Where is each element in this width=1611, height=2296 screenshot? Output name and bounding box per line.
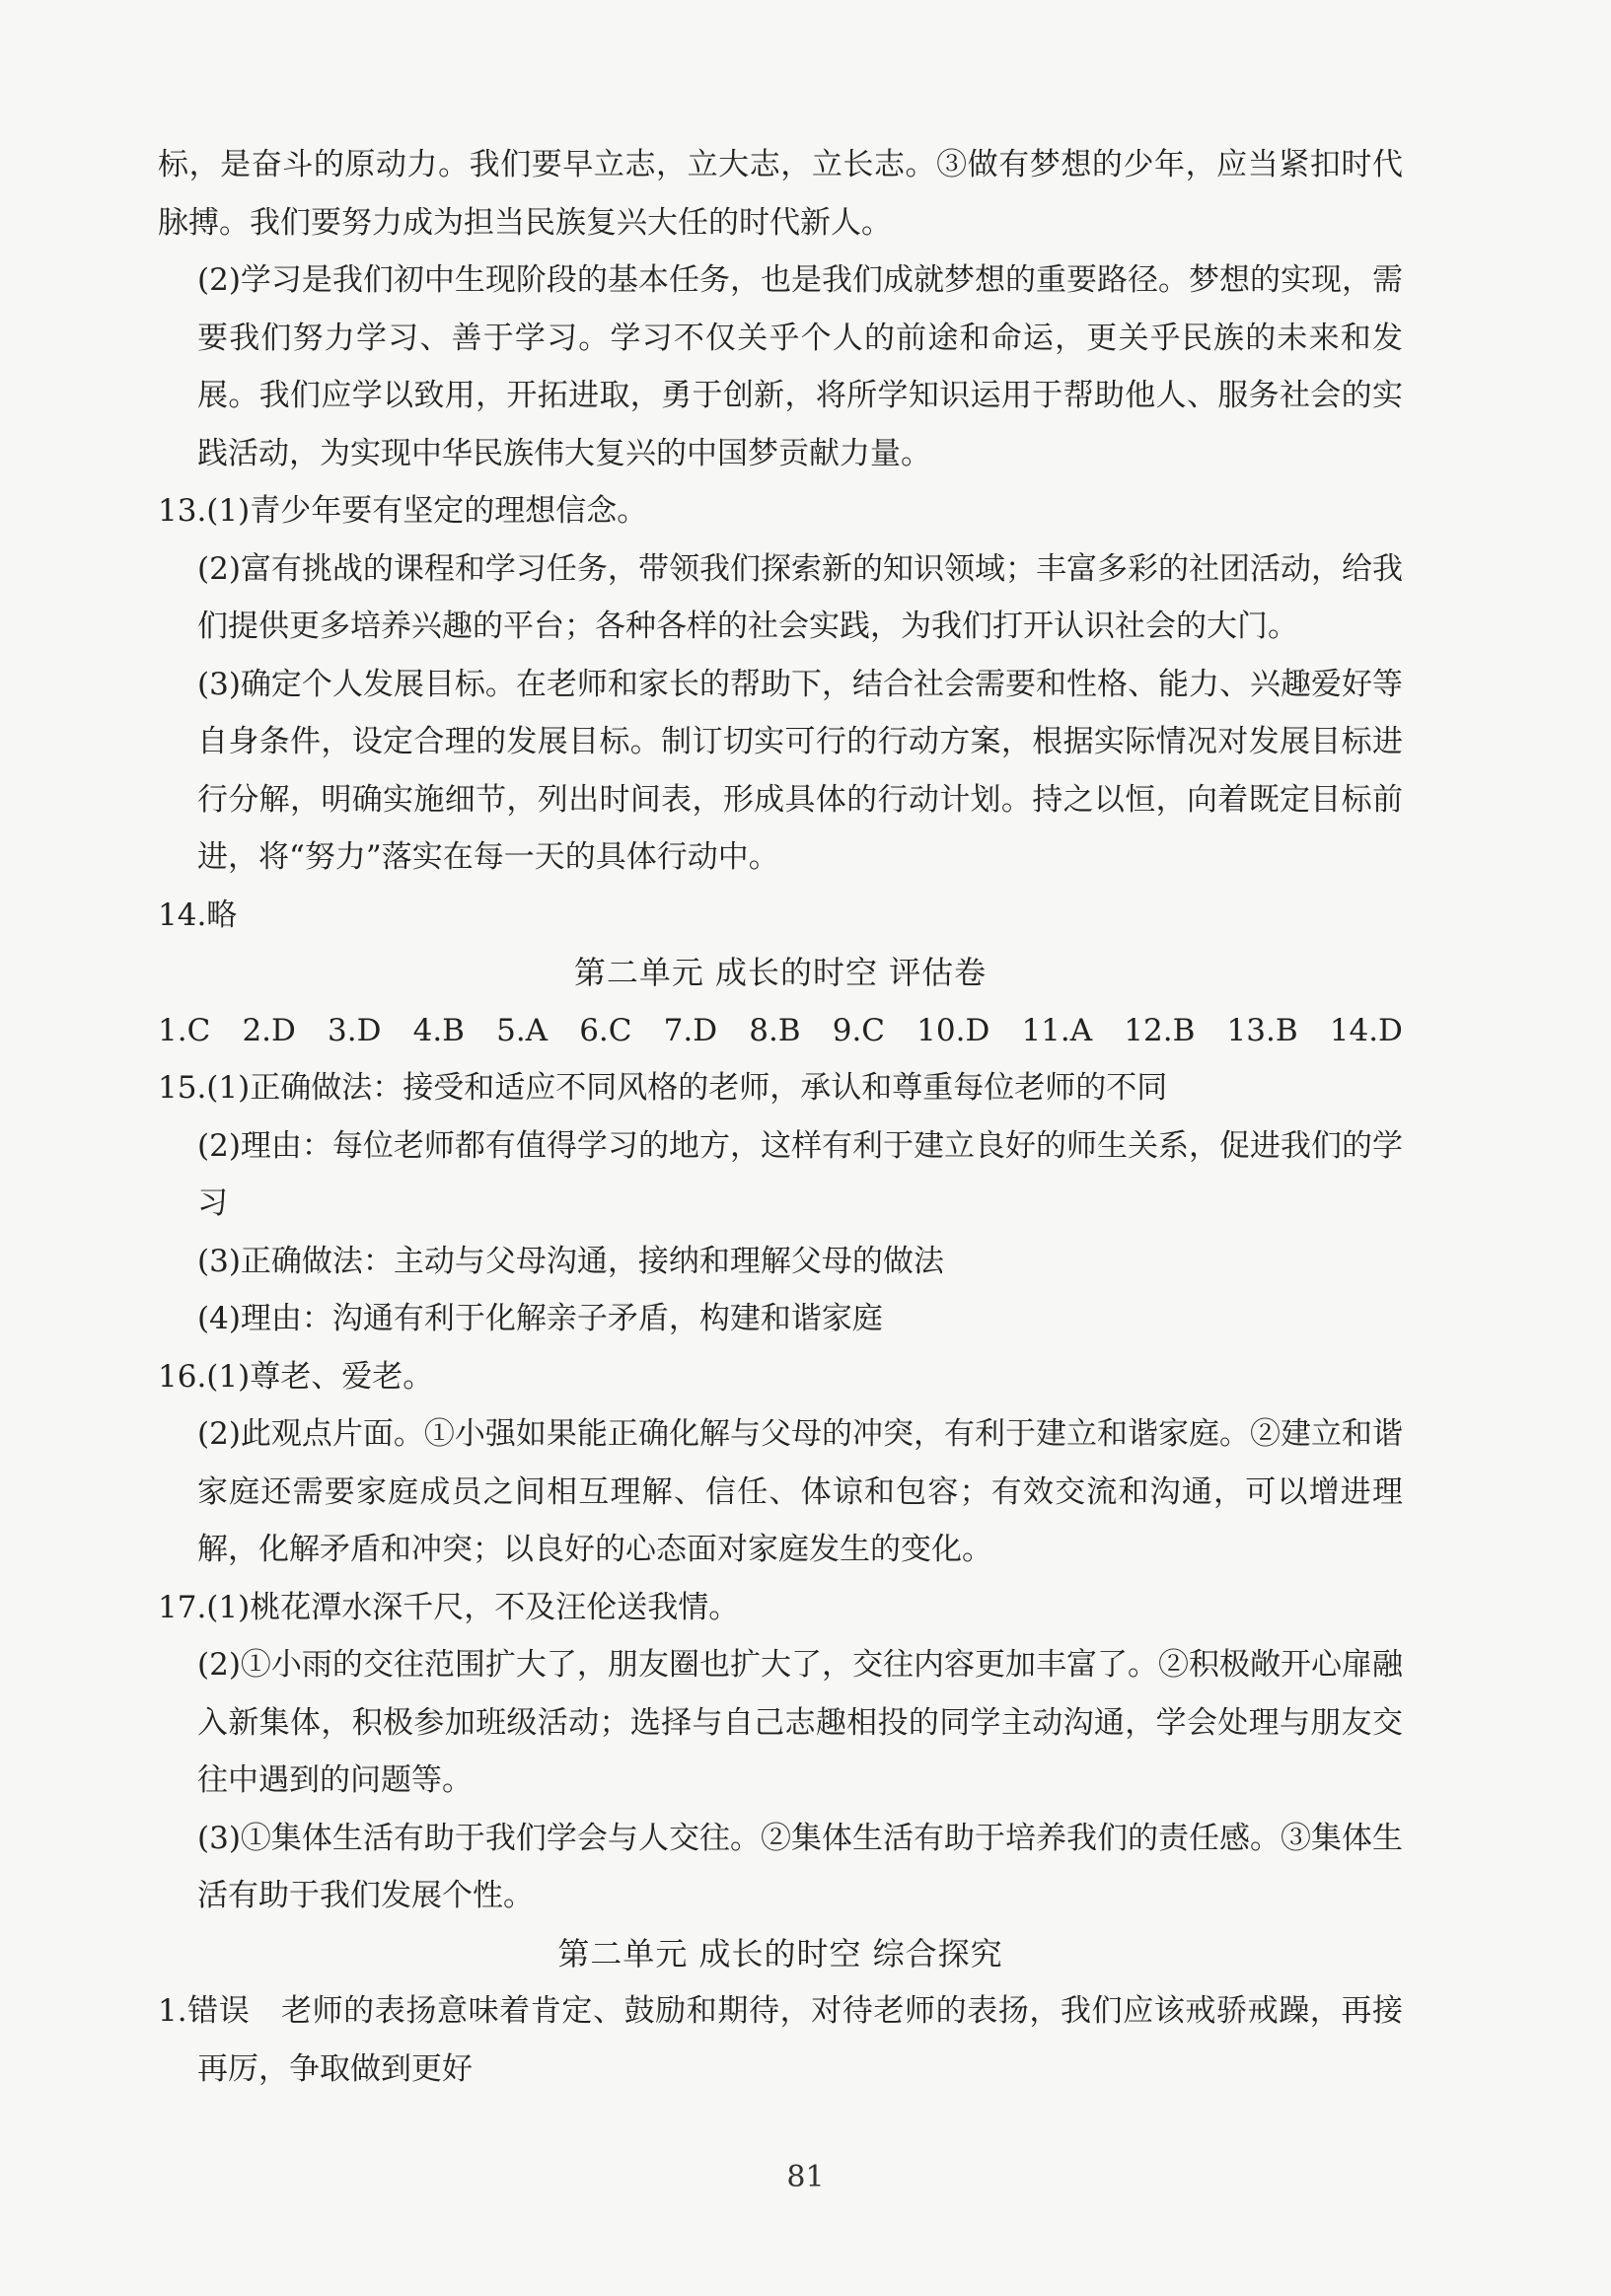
answer-para: (2)①小雨的交往范围扩大了，朋友圈也扩大了，交往内容更加丰富了。②积极敞开心扉融入新集体，积极参加班级活动；选择与自己志趣相投的同学主动沟通，学会处理与朋友交往中遇到的问题等。 xyxy=(197,1647,1403,1798)
answer-para: (3)确定个人发展目标。在老师和家长的帮助下，结合社会需要和性格、能力、兴趣爱好等自身条件，设定合理的发展目标。制订切实可行的行动方案，根据实际情况对发展目标进行分解，明确实施细节，列出时间表，形成具体的行动计划。持之以恒，向着既定目标前进，将“努力”落实在每一天的具体行动中。 xyxy=(197,666,1403,875)
answer-para: (2)理由：每位老师都有值得学习的地方，这样有利于建立良好的师生关系，促进我们的学习 xyxy=(197,1127,1403,1221)
page-content xyxy=(158,136,1403,2098)
answer-para: 标，是奋斗的原动力。我们要早立志，立大志，立长志。③做有梦想的少年，应当紧扣时代脉搏。我们要努力成为担当民族复兴大任的时代新人。 xyxy=(158,147,1403,241)
mc-answer: 11.A xyxy=(1021,1012,1093,1048)
section-heading: 第二单元 成长的时空 综合探究 xyxy=(557,1934,1003,1973)
answer-para: (2)此观点片面。①小强如果能正确化解与父母的冲突，有利于建立和谐家庭。②建立和谐家庭还需要家庭成员之间相互理解、信任、体谅和包容；有效交流和沟通，可以增进理解，化解矛盾和冲突；以良好的心态面对家庭发生的变化。 xyxy=(197,1416,1403,1567)
mc-answer: 3.D xyxy=(328,1012,382,1048)
mc-answer: 9.C xyxy=(832,1012,886,1048)
mc-answer: 4.B xyxy=(412,1012,465,1048)
answer-item: 13.(1)青少年要有坚定的理想信念。 xyxy=(158,493,648,529)
mc-answer: 10.D xyxy=(916,1012,990,1048)
answer-para: (4)理由：沟通有利于化解亲子矛盾，构建和谐家庭 xyxy=(197,1301,883,1336)
mc-answer: 13.B xyxy=(1226,1012,1298,1048)
mc-answer: 7.D xyxy=(663,1012,718,1048)
mc-answer: 2.D xyxy=(242,1012,296,1048)
answer-item: 14.略 xyxy=(158,897,238,933)
answer-para: (3)正确做法：主动与父母沟通，接纳和理解父母的做法 xyxy=(197,1243,944,1279)
answer-para: (2)富有挑战的课程和学习任务，带领我们探索新的知识领域；丰富多彩的社团活动，给我们提供更多培养兴趣的平台；各种各样的社会实践，为我们打开认识社会的大门。 xyxy=(197,550,1403,644)
page-number: 81 xyxy=(786,2160,825,2194)
answer-para: (2)学习是我们初中生现阶段的基本任务，也是我们成就梦想的重要路径。梦想的实现，需要我们努力学习、善于学习。学习不仅关乎个人的前途和命运，更关乎民族的未来和发展。我们应学以致用，开拓进取，勇于创新，将所学知识运用于帮助他人、服务社会的实践活动，为实现中华民族伟大复兴的中国梦贡献力量。 xyxy=(197,262,1403,471)
answer-item: 17.(1)桃花潭水深千尺，不及汪伦送我情。 xyxy=(158,1589,740,1625)
mc-answer: 12.B xyxy=(1124,1012,1196,1048)
answer-item: 16.(1)尊老、爱老。 xyxy=(158,1358,434,1395)
multiple-choice-answers xyxy=(158,1002,1403,1060)
answer-item: 1.错误 老师的表扬意味着肯定、鼓励和期待，对待老师的表扬，我们应该戒骄戒躁，再接再厉，争取做到更好 xyxy=(158,1993,1403,2087)
answer-para: (3)①集体生活有助于我们学会与人交往。②集体生活有助于培养我们的责任感。③集体生活有助于我们发展个性。 xyxy=(197,1820,1403,1913)
answer-item: 15.(1)正确做法：接受和适应不同风格的老师，承认和尊重每位老师的不同 xyxy=(158,1070,1168,1106)
section-heading: 第二单元 成长的时空 评估卷 xyxy=(573,954,988,991)
mc-answer: 8.B xyxy=(749,1012,801,1048)
mc-answer: 6.C xyxy=(579,1012,632,1048)
mc-answer: 14.D xyxy=(1329,1012,1403,1048)
mc-answer: 1.C xyxy=(158,1012,211,1048)
mc-answer: 5.A xyxy=(496,1012,549,1048)
